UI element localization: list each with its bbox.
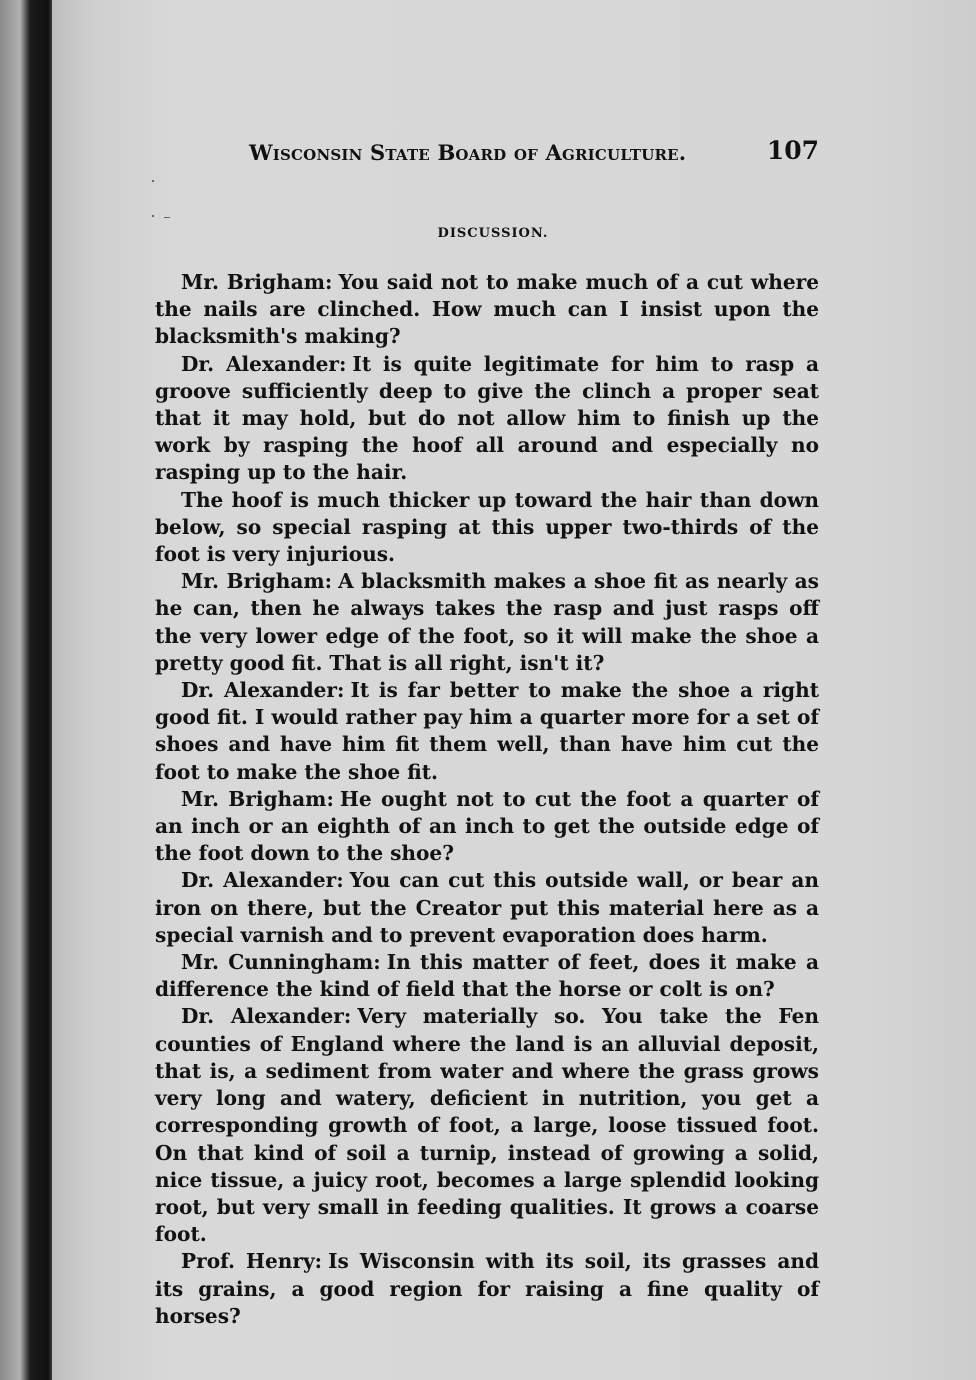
paragraph	[155, 786, 819, 868]
paragraph	[155, 867, 819, 949]
paragraph-text: Is Wisconsin with its soil, its grasses and its grains, a good region for raising a fine quality of horses?	[155, 1249, 820, 1328]
scan-speck	[164, 217, 170, 218]
paragraph	[155, 568, 819, 677]
paragraph	[155, 487, 819, 569]
discussion-body	[155, 269, 819, 1330]
scan-speck	[152, 180, 154, 182]
page-header	[249, 136, 819, 170]
paragraph-text: It is far better to make the shoe a right good fit. I would rather pay him a quarter more for a set of shoes and have him fit them well, than have him cut the foot to make the shoe fit.	[155, 678, 819, 784]
paragraph-text: A blacksmith makes a shoe fit as nearly as he can, then he always takes the rasp and just rasps off the very lower edge of the foot, so it will make the shoe a pretty good fit. That is all right, isn't it?	[155, 569, 819, 675]
speaker-name: Mr. Brigham:	[181, 786, 334, 811]
speaker-name: Dr. Alexander:	[181, 1004, 352, 1029]
paragraph-text: It is quite legitimate for him to rasp a groove sufficiently deep to give the clinch a proper seat that it may hold, but do not allow him to finish up the work by rasping the hoof all around and especially no rasping up to the hair.	[155, 351, 819, 485]
paragraph	[155, 1248, 819, 1330]
paragraph-text: You can cut this outside wall, or bear an iron on there, but the Creator put this material here as a special varnish and to prevent evaporation does harm.	[155, 868, 819, 947]
speaker-name: Dr. Alexander:	[181, 868, 344, 893]
paragraph-text: He ought not to cut the foot a quarter of an inch or an eighth of an inch to get the outside edge of the foot down to the shoe?	[155, 786, 819, 866]
page-number: 107	[766, 136, 819, 165]
speaker-name: Mr. Brigham:	[181, 270, 333, 294]
paragraph-text: You said not to make much of a cut where the nails are clinched. How much can I insist upon the blacksmith's making?	[155, 270, 819, 349]
paragraph-text: Very materially so. You take the Fen counties of England where the land is an alluvial deposit, that is, a sediment from water and where the grass grows very long and watery, deficient in nutrition, you get a corresponding growth of foot, a large, loose tissued foot. On that kind of soil a turnip, instead of growing a solid, nice tissue, a juicy root, becomes a large splendid looking root, but very small in feeding qualities. It grows a coarse foot.	[155, 1004, 819, 1247]
speaker-name: Prof. Henry:	[181, 1249, 323, 1274]
section-title: DISCUSSION.	[437, 226, 549, 241]
scan-speck	[152, 215, 154, 217]
speaker-name: Mr. Cunningham:	[181, 950, 381, 975]
speaker-name: Dr. Alexander:	[181, 678, 345, 703]
paragraph-text: The hoof is much thicker up toward the hair than down below, so special rasping at this upper two-thirds of the foot is very injurious.	[155, 487, 819, 567]
book-binding-shadow	[0, 0, 52, 1380]
speaker-name: Dr. Alexander:	[181, 351, 347, 376]
paragraph	[155, 677, 819, 786]
paragraph	[155, 949, 819, 1003]
running-head: Wisconsin State Board of Agriculture.	[249, 140, 687, 165]
paragraph	[155, 351, 819, 487]
paragraph-text: In this matter of feet, does it make a difference the kind of field that the horse or colt is on?	[155, 950, 819, 1002]
speaker-name: Mr. Brigham:	[181, 569, 333, 594]
paragraph	[155, 269, 819, 351]
paragraph	[155, 1003, 819, 1248]
